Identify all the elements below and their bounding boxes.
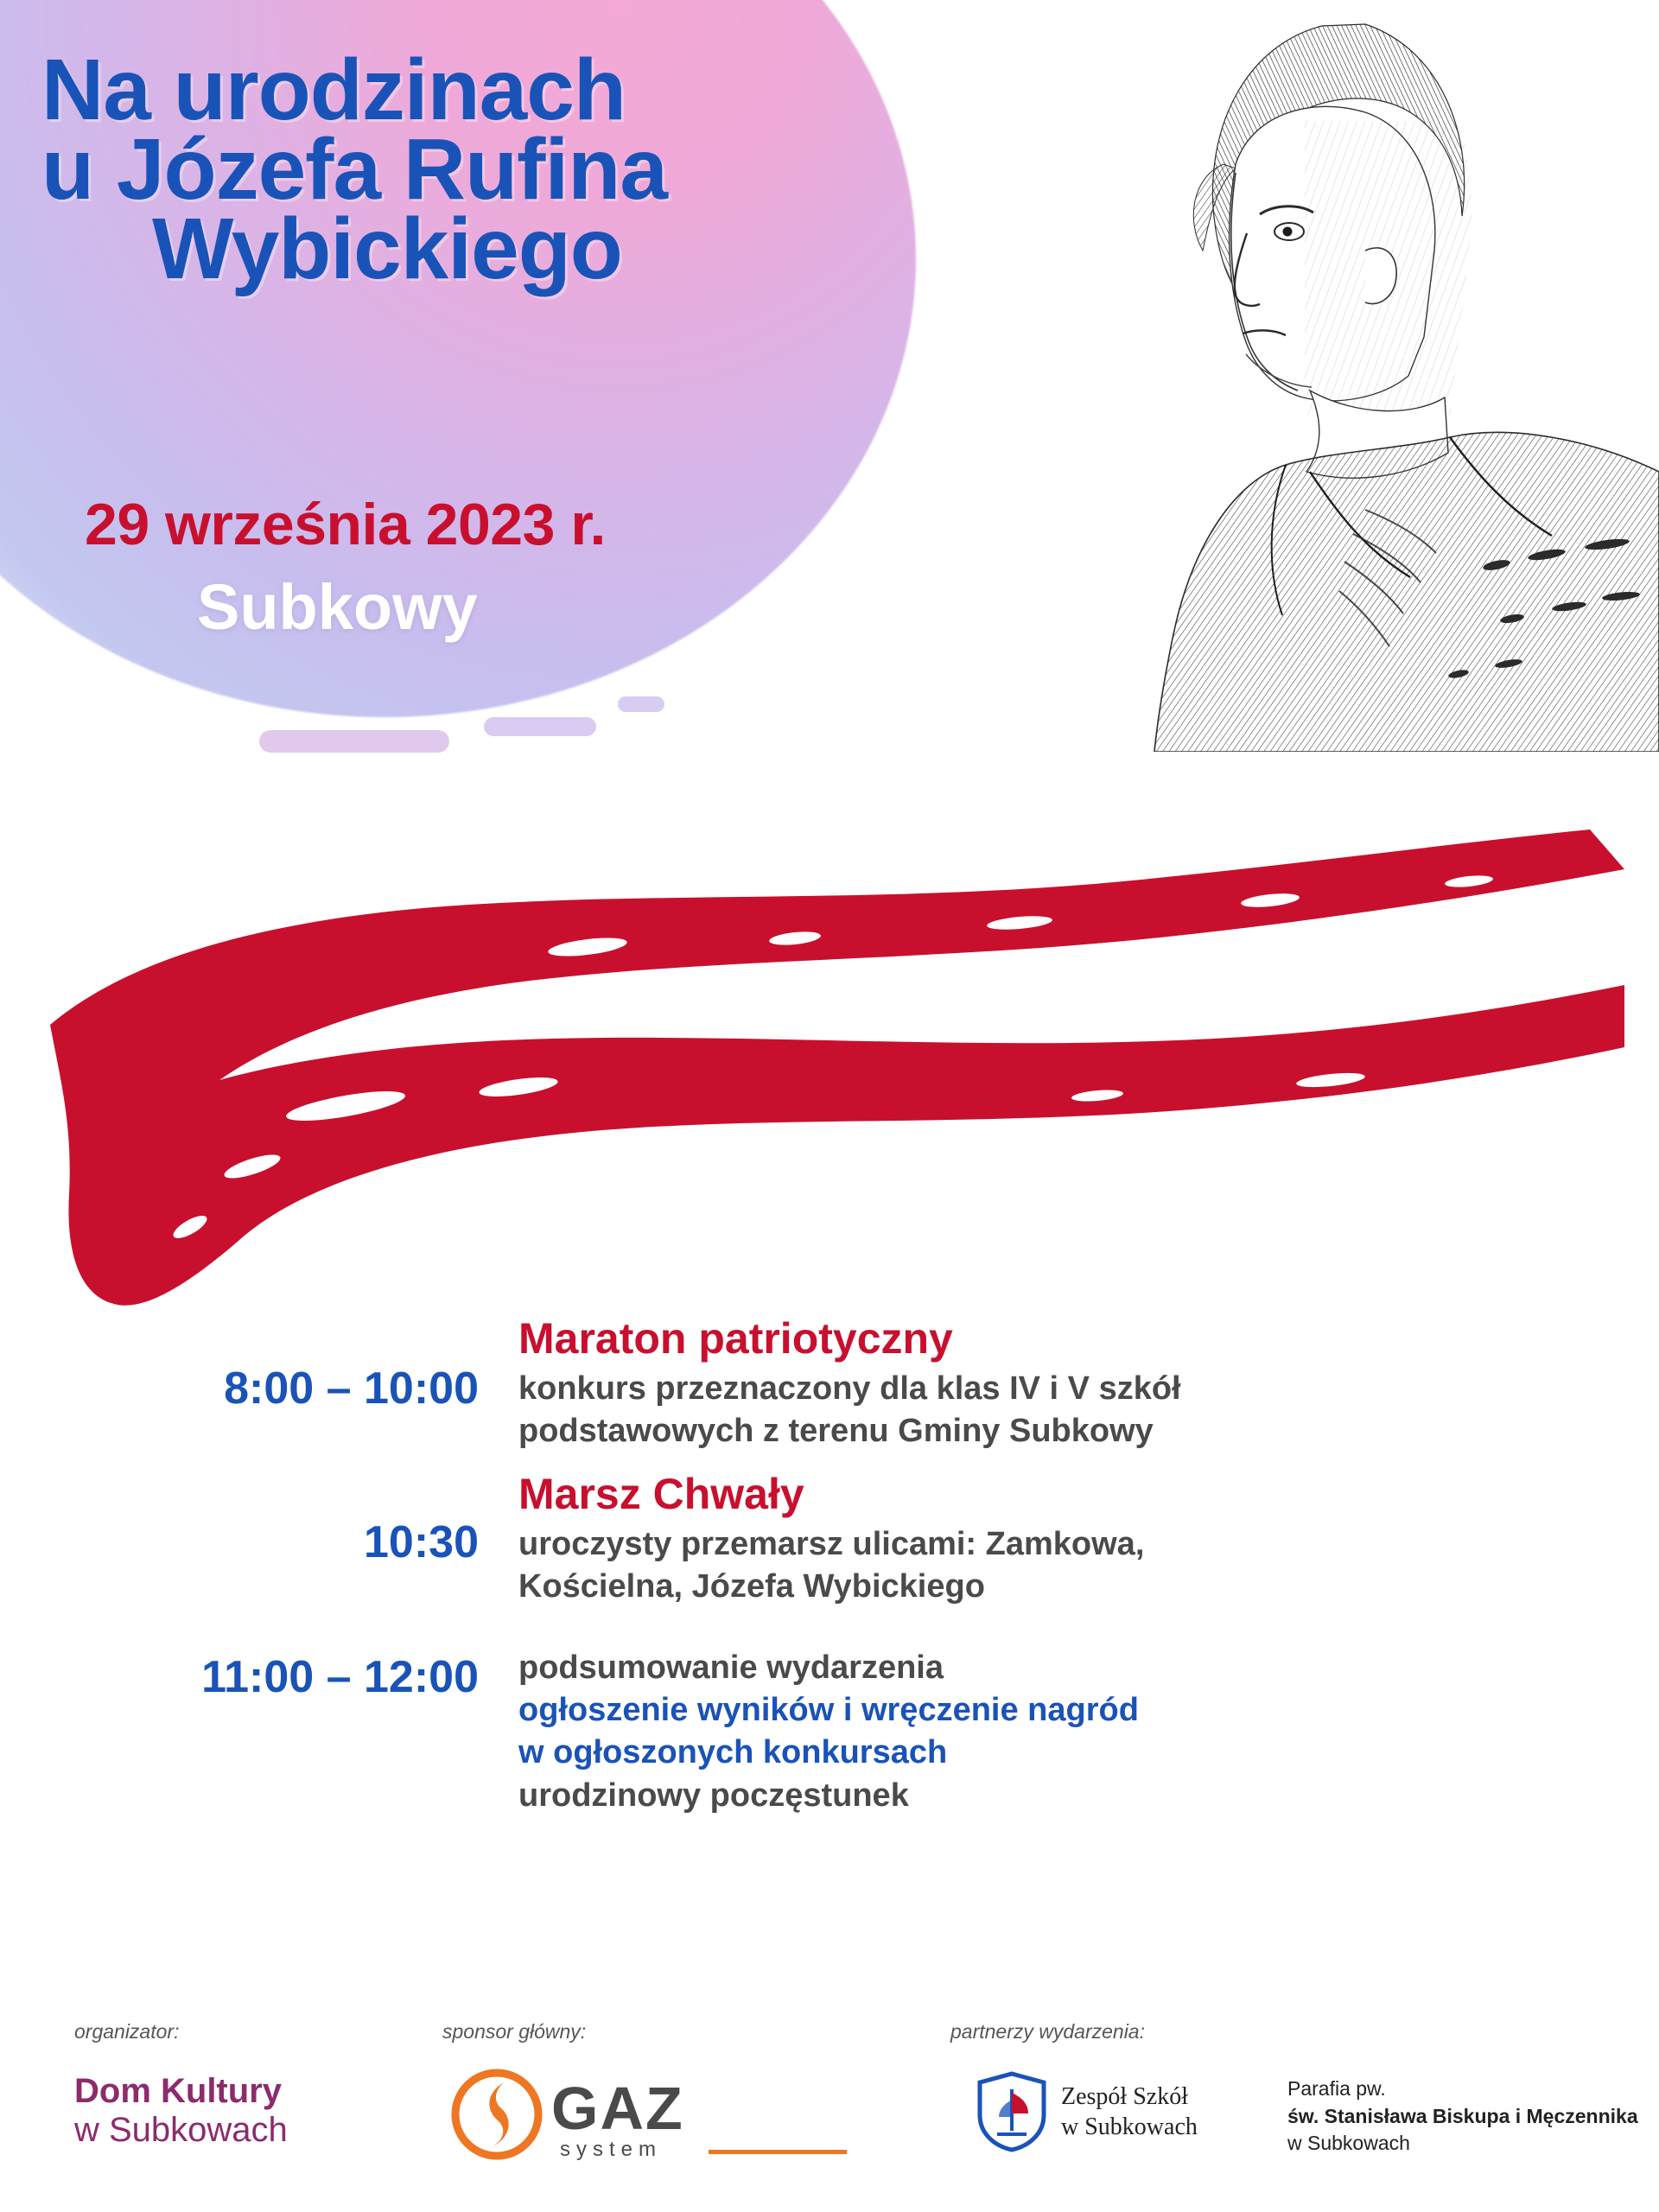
schedule-detail-line: podsumowanie wydarzenia — [518, 1649, 944, 1686]
event-schedule — [0, 1313, 1659, 1833]
schedule-detail-line: uroczysty przemarsz ulicami: Zamkowa, — [518, 1525, 1145, 1562]
schedule-time: 8:00 – 10:00 — [224, 1363, 479, 1414]
organizer-name-line-1: Dom Kultury — [74, 2072, 282, 2110]
headline-line-3: Wybickiego — [152, 200, 622, 297]
footer-label-sponsor: sponsor główny: — [442, 2020, 587, 2043]
headline-line-1: Na urodzinach — [41, 41, 626, 138]
partner-zespol-line-2: w Subkowach — [1061, 2113, 1198, 2140]
wybicki-portrait-image — [1106, 0, 1659, 752]
sponsor-name: GAZ — [551, 2075, 684, 2142]
schedule-time: 11:00 – 12:00 — [201, 1651, 479, 1702]
school-crest-icon — [975, 2070, 1049, 2153]
blob-speck-3 — [618, 696, 664, 712]
schedule-description — [518, 1647, 1469, 1818]
schedule-detail-line: Kościelna, Józefa Wybickiego — [518, 1568, 985, 1605]
parafia-line-2: św. Stanisława Biskupa i Męczennika — [1287, 2104, 1638, 2127]
schedule-description — [518, 1313, 1469, 1453]
poster-headline — [41, 41, 940, 297]
footer-label-partners: partnerzy wydarzenia: — [950, 2020, 1145, 2043]
sponsor-logo-gaz-system — [449, 2067, 830, 2171]
partner-name-zespol — [1061, 2082, 1198, 2142]
blob-speck-1 — [259, 730, 449, 753]
schedule-title: Marsz Chwały — [518, 1469, 804, 1518]
event-place: Subkowy — [197, 571, 478, 643]
poster-footer — [0, 1996, 1659, 2212]
schedule-detail-line: konkurs przeznaczony dla klas IV i V szkół — [518, 1370, 1181, 1407]
headline-line-2: u Józefa Rufina — [41, 121, 667, 218]
footer-label-organizer: organizator: — [74, 2020, 180, 2043]
sponsor-underline — [709, 2150, 847, 2154]
schedule-row — [0, 1469, 1659, 1609]
partner-parafia — [1287, 2075, 1638, 2158]
red-brush-banner — [35, 821, 1633, 1357]
schedule-title: Maraton patriotyczny — [518, 1314, 953, 1363]
event-date: 29 września 2023 r. — [85, 492, 606, 557]
schedule-row — [0, 1313, 1659, 1453]
partner-zespol-line-1: Zespół Szkół — [1061, 2083, 1188, 2110]
schedule-row — [0, 1647, 1659, 1818]
gaz-flame-icon — [449, 2067, 544, 2162]
schedule-detail-line: ogłoszenie wyników i wręczenie nagród — [518, 1691, 1139, 1728]
blob-speck-2 — [484, 717, 596, 736]
organizer-logo — [74, 2072, 288, 2150]
sponsor-subtitle: system — [560, 2138, 663, 2161]
parafia-line-1: Parafia pw. — [1287, 2077, 1386, 2100]
partner-logo-zespol-szkol — [975, 2070, 1198, 2153]
schedule-detail-line: urodzinowy poczęstunek — [518, 1777, 909, 1814]
parafia-line-3: w Subkowach — [1287, 2132, 1410, 2155]
schedule-detail-line: w ogłoszonych konkursach — [518, 1734, 948, 1771]
organizer-name-line-2: w Subkowach — [74, 2110, 288, 2149]
schedule-description — [518, 1469, 1469, 1609]
schedule-detail-line: podstawowych z terenu Gminy Subkowy — [518, 1413, 1154, 1450]
schedule-time: 10:30 — [364, 1516, 479, 1567]
